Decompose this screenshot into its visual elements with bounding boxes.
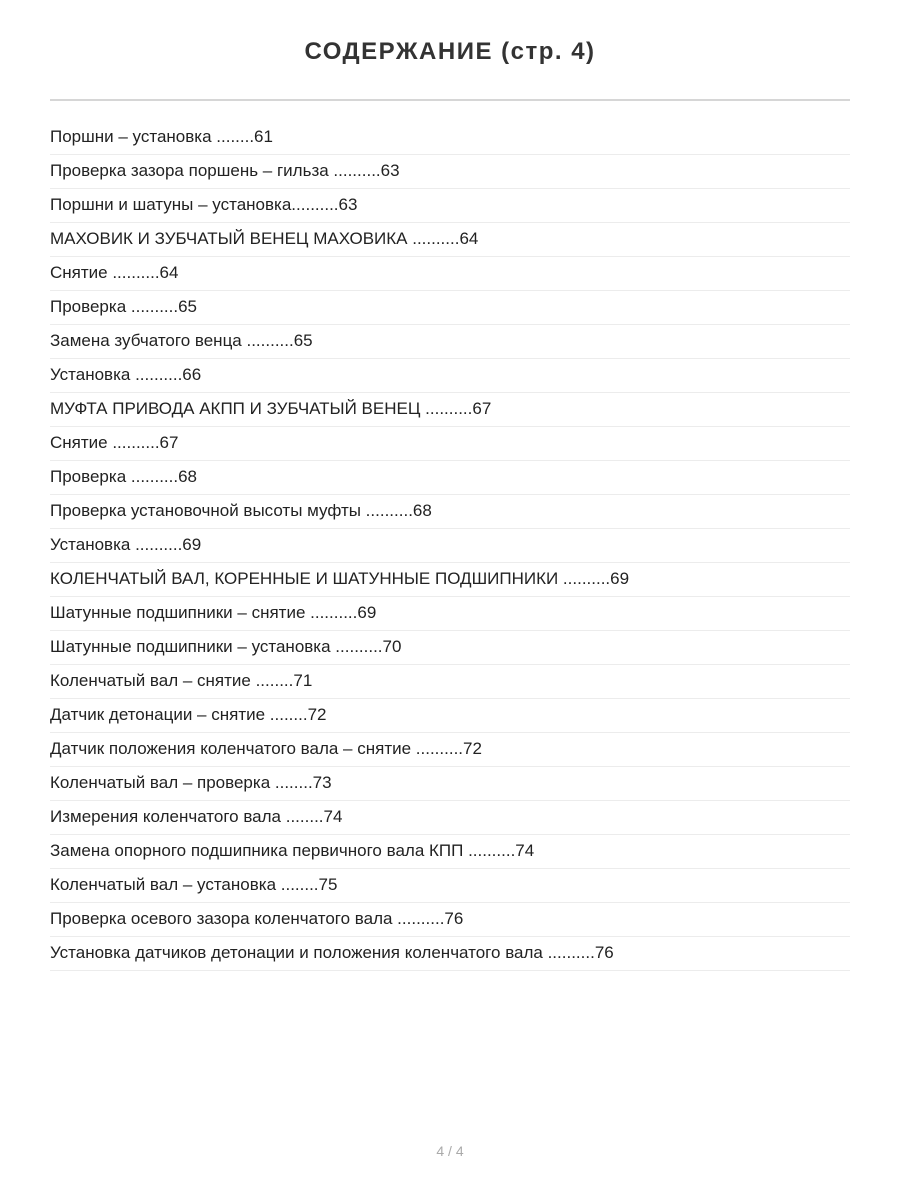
- toc-item[interactable]: Поршни – установка ........61: [50, 121, 850, 155]
- toc-item[interactable]: Замена зубчатого венца ..........65: [50, 325, 850, 359]
- toc-item[interactable]: Поршни и шатуны – установка..........63: [50, 189, 850, 223]
- toc-item[interactable]: Коленчатый вал – снятие ........71: [50, 665, 850, 699]
- toc-item[interactable]: Установка ..........69: [50, 529, 850, 563]
- toc-item[interactable]: Проверка установочной высоты муфты ..........68: [50, 495, 850, 529]
- toc-item[interactable]: Шатунные подшипники – установка ..........70: [50, 631, 850, 665]
- toc-item[interactable]: Снятие ..........64: [50, 257, 850, 291]
- toc-item[interactable]: Измерения коленчатого вала ........74: [50, 801, 850, 835]
- toc-item[interactable]: Коленчатый вал – установка ........75: [50, 869, 850, 903]
- toc-item[interactable]: Проверка зазора поршень – гильза ..........63: [50, 155, 850, 189]
- toc-item[interactable]: Шатунные подшипники – снятие ..........69: [50, 597, 850, 631]
- toc-item[interactable]: Проверка осевого зазора коленчатого вала ..........76: [50, 903, 850, 937]
- page-title: СОДЕРЖАНИЕ (стр. 4): [304, 38, 596, 65]
- toc-item[interactable]: Замена опорного подшипника первичного вала КПП ..........74: [50, 835, 850, 869]
- toc-section-heading[interactable]: МУФТА ПРИВОДА АКПП И ЗУБЧАТЫЙ ВЕНЕЦ ..........67: [50, 393, 850, 427]
- toc-item[interactable]: Датчик положения коленчатого вала – снятие ..........72: [50, 733, 850, 767]
- toc-section-heading[interactable]: МАХОВИК И ЗУБЧАТЫЙ ВЕНЕЦ МАХОВИКА ..........64: [50, 223, 850, 257]
- toc-item[interactable]: Проверка ..........65: [50, 291, 850, 325]
- toc-item[interactable]: Снятие ..........67: [50, 427, 850, 461]
- title-divider: [50, 99, 850, 101]
- page-number: 4 / 4: [436, 1143, 464, 1159]
- toc-item[interactable]: Проверка ..........68: [50, 461, 850, 495]
- toc-item[interactable]: Датчик детонации – снятие ........72: [50, 699, 850, 733]
- toc-item[interactable]: Коленчатый вал – проверка ........73: [50, 767, 850, 801]
- toc-section-heading[interactable]: КОЛЕНЧАТЫЙ ВАЛ, КОРЕННЫЕ И ШАТУННЫЕ ПОДШИПНИКИ ..........69: [50, 563, 850, 597]
- toc-item[interactable]: Установка ..........66: [50, 359, 850, 393]
- toc-list: [50, 121, 850, 971]
- toc-item[interactable]: Установка датчиков детонации и положения коленчатого вала ..........76: [50, 937, 850, 971]
